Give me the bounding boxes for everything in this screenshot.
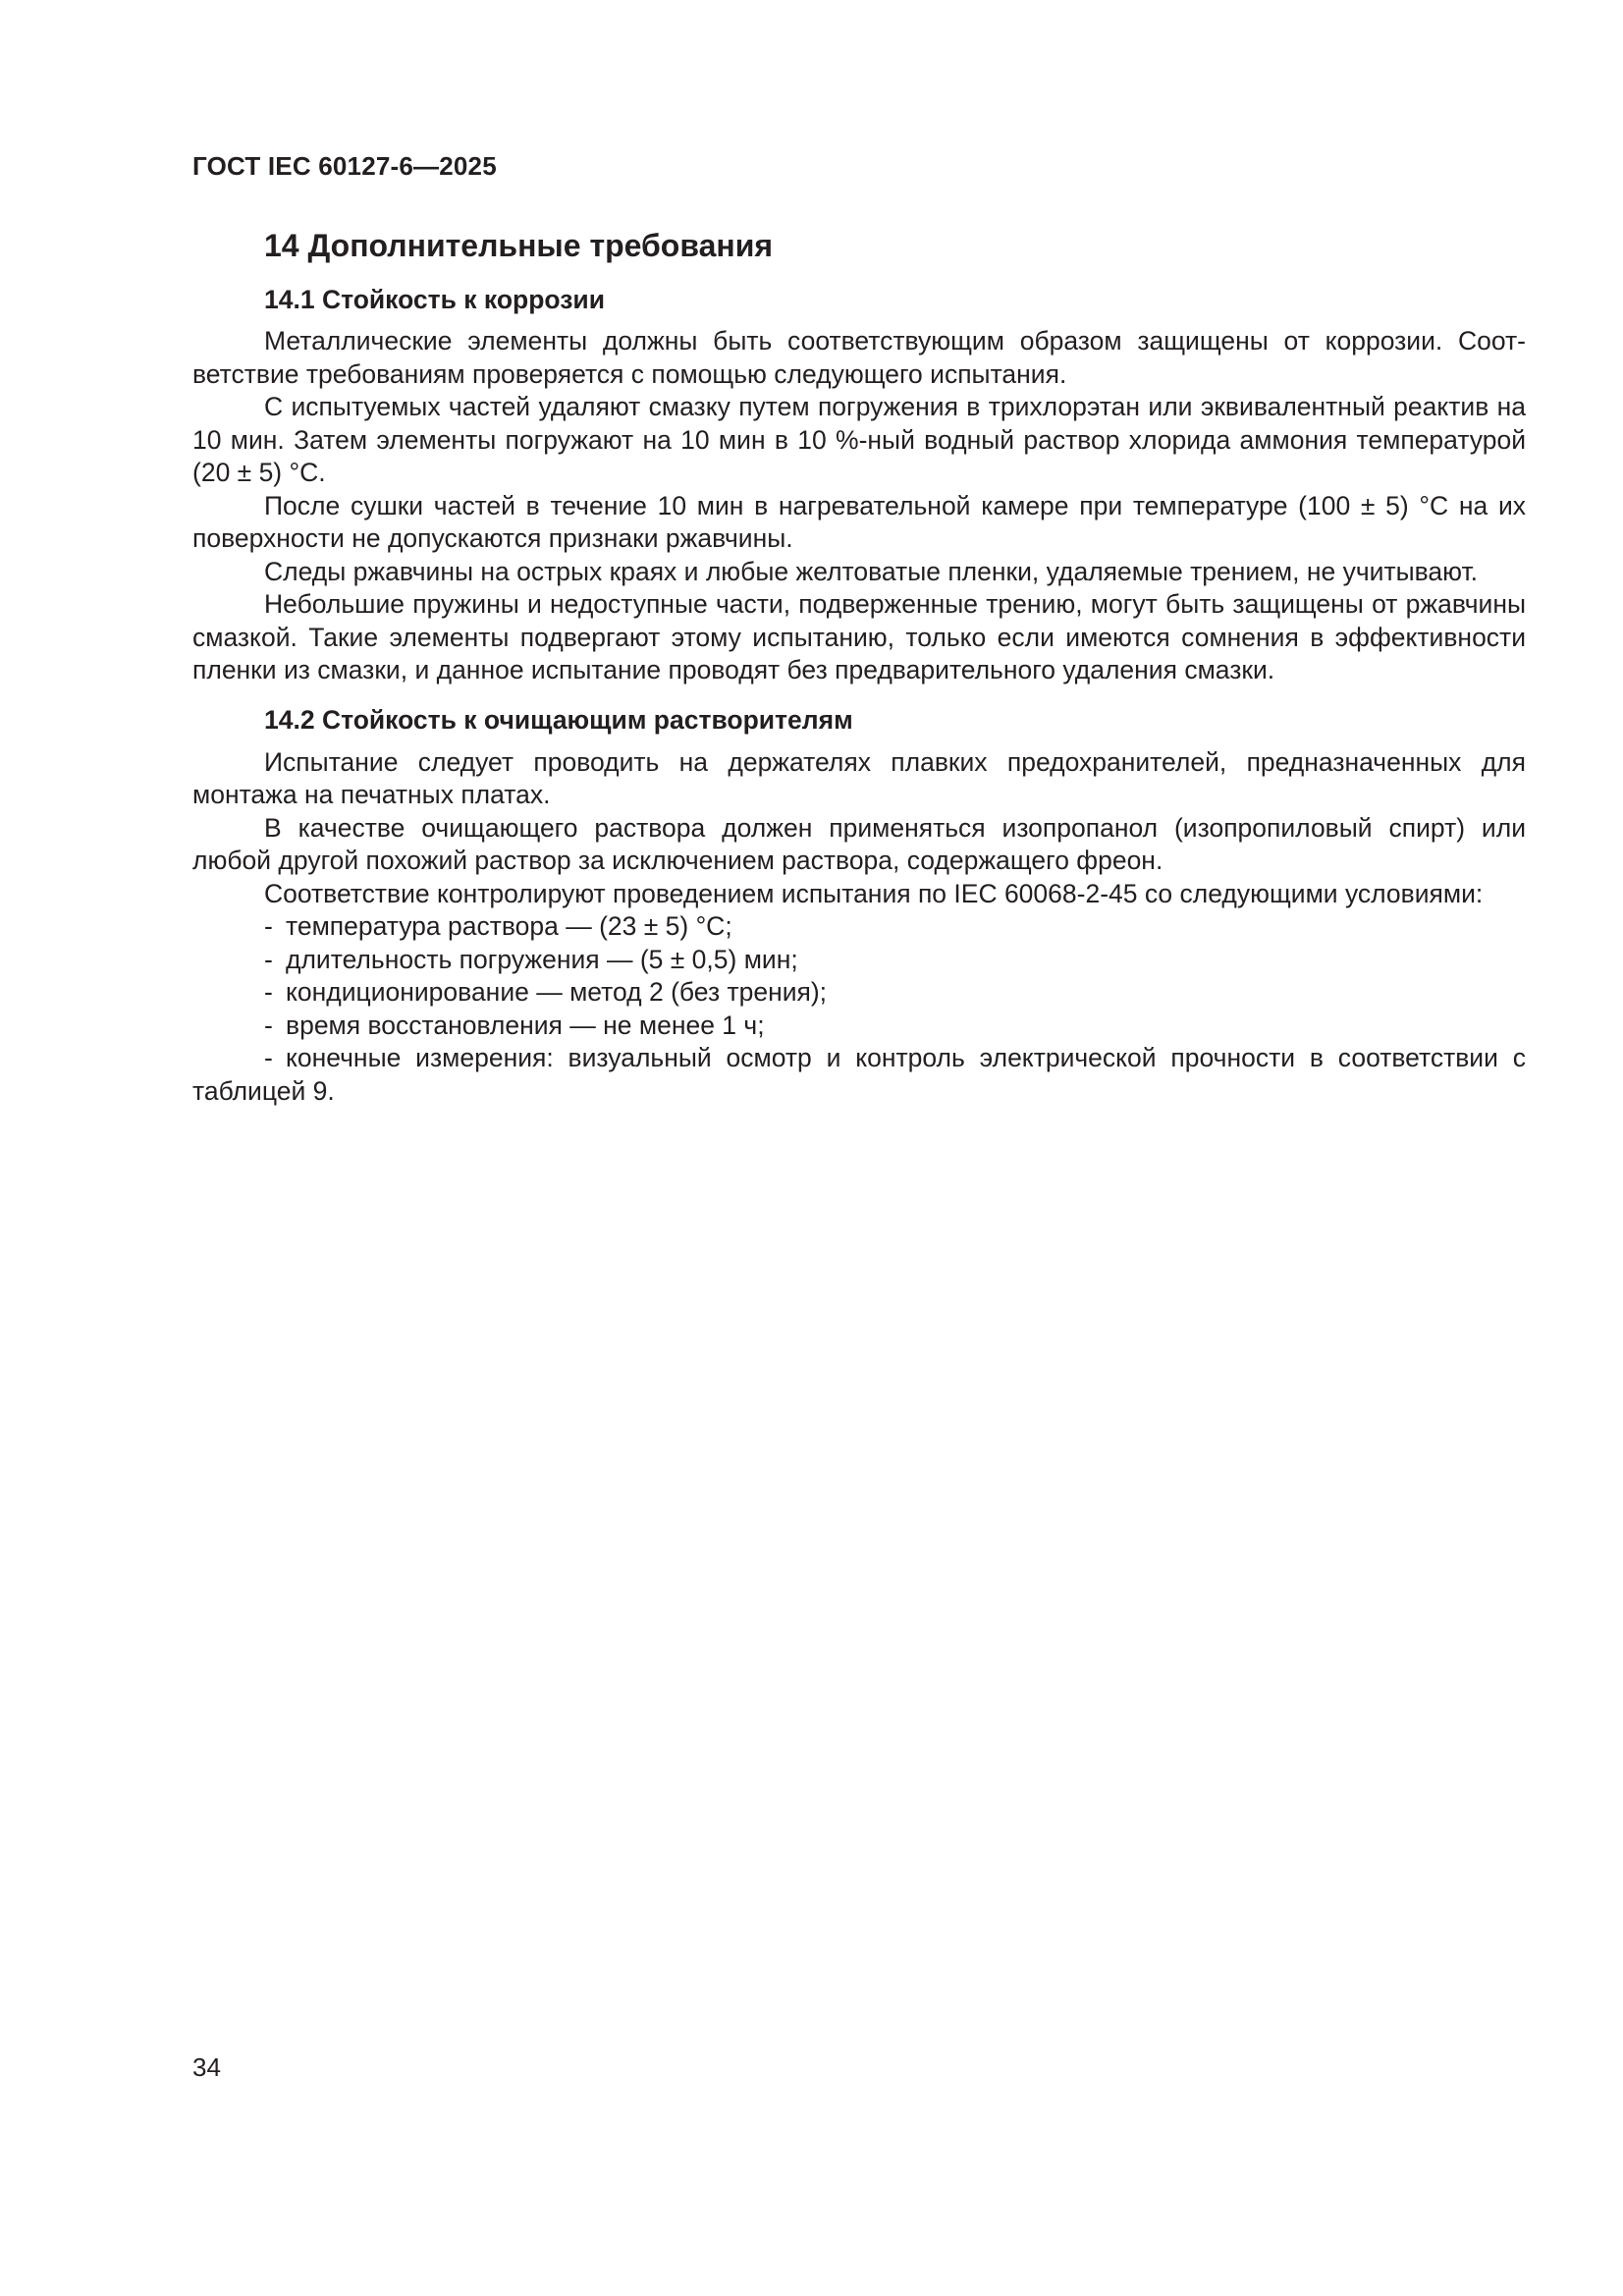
- list-item-text: температура раствора — (23 ± 5) °С;: [286, 911, 732, 941]
- list-item: [192, 910, 1526, 944]
- test-conditions-list: [192, 910, 1526, 1108]
- paragraph: С испытуемых частей удаляют смазку путем погружения в трихлорэтан или эквивалентный реактив на 10 мин. Затем элементы погружают на 10 мин в 10 %-ный водный раствор хлорида аммония температурой (20 ± 5) °С.: [192, 392, 1526, 487]
- paragraph: После сушки частей в течение 10 мин в нагревательной камере при температуре (100 ± 5) °С на их поверхности не допускаются признаки ржавчины.: [192, 490, 1526, 553]
- subsection-title-solvents: 14.2 Стойкость к очищающим растворителям: [264, 704, 853, 735]
- section-title: 14 Дополнительные требования: [264, 228, 774, 263]
- list-marker: -: [264, 911, 273, 941]
- list-item-text: конечные измерения: визуальный осмотр и контроль электрической прочности в соответствии с таблицей 9.: [192, 1043, 1526, 1106]
- list-marker: -: [264, 1043, 273, 1072]
- list-item-text: время восстановления — не менее 1 ч;: [286, 1010, 765, 1040]
- document-code-header: ГОСТ IEC 60127-6—2025: [192, 151, 497, 181]
- list-marker: -: [264, 1010, 273, 1040]
- paragraph: В качестве очищающего раствора должен применяться изопропанол (изопропиловый спирт) или любой другой похожий раствор за исключением раствора, содержащего фреон.: [192, 812, 1526, 875]
- paragraph: Соответствие контролируют проведением испытания по IEC 60068-2-45 со следующими условиями:: [264, 878, 1484, 908]
- paragraph: Следы ржавчины на острых краях и любые желтоватые пленки, удаляемые трением, не учитывают.: [264, 556, 1479, 586]
- subsection-title-corrosion: 14.1 Стойкость к коррозии: [264, 285, 605, 314]
- paragraph: Небольшие пружины и недоступные части, подверженные трению, могут быть защищены от ржавчины смазкой. Такие элементы подвергают этому испытанию, только если имеются сомнения в эффективности пленки из смазки, и данное испытание проводят без предварительного удаления смазки.: [192, 589, 1526, 684]
- list-item: [192, 976, 1526, 1010]
- page-number: 34: [192, 2052, 221, 2082]
- list-marker: -: [264, 977, 273, 1007]
- page-body: [192, 226, 1526, 1108]
- list-item-text: длительность погружения — (5 ± 0,5) мин;: [286, 944, 798, 974]
- paragraph: Металлические элементы должны быть соответствующим образом защищены от коррозии. Соответствие требованиям проверяется с помощью следующего испытания.: [192, 326, 1526, 389]
- list-item: [192, 1010, 1526, 1043]
- list-item-text: кондиционирование — метод 2 (без трения);: [286, 977, 828, 1007]
- paragraph: Испытание следует проводить на держателях плавких предохранителей, предназначенных для монтажа на печатных платах.: [192, 746, 1526, 809]
- list-marker: -: [264, 944, 273, 974]
- list-item: [192, 944, 1526, 977]
- list-item: [192, 1042, 1526, 1108]
